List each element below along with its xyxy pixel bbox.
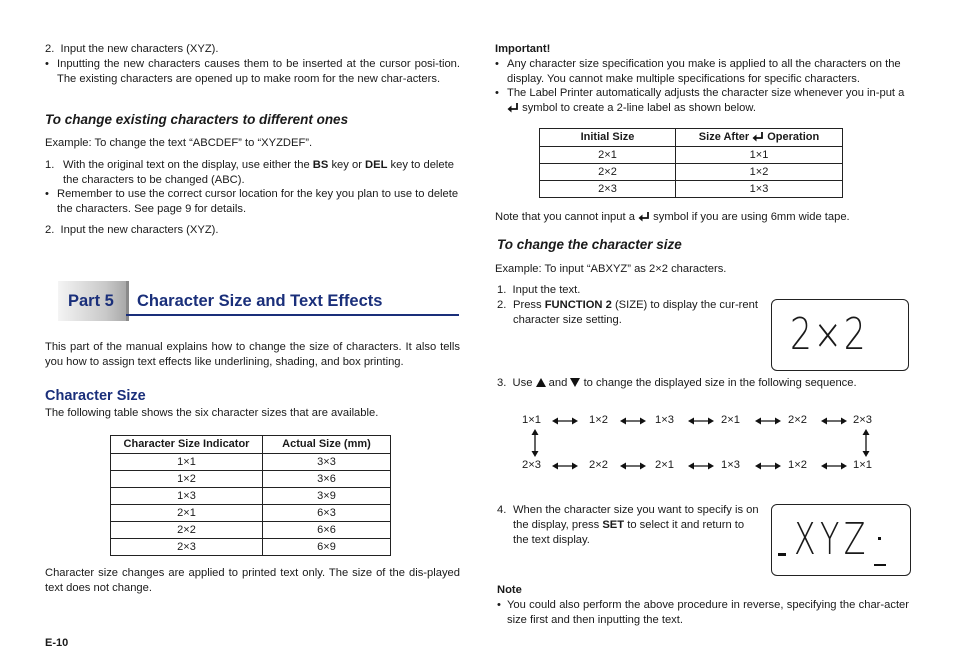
table-header-text: Operation [767, 131, 820, 143]
table-cell: 2×2 [540, 164, 676, 181]
table-cell: 3×6 [263, 471, 391, 488]
step-text: key or [331, 159, 362, 171]
lcd-size-text: 2×2 [790, 309, 868, 360]
sequence-item: 2×1 [655, 459, 674, 471]
sequence-item: 2×1 [721, 414, 740, 426]
bullet-text: Remember to use the correct cursor location for the key you plan to use to delete the characters. See page 9 for details. [57, 188, 459, 215]
step-text: and [548, 377, 568, 389]
table-header [676, 129, 843, 147]
set-key-label: SET [602, 519, 625, 531]
cursor-icon [874, 564, 886, 566]
table-cell: 1×1 [111, 454, 263, 471]
table-cell: 2×3 [540, 181, 676, 198]
double-arrow-icon [620, 417, 646, 425]
double-arrow-icon [821, 462, 847, 470]
return-key-icon [752, 131, 764, 142]
step-text: key to delete the characters to be changed (ABC). [63, 159, 454, 186]
sequence-item: 1×3 [655, 414, 674, 426]
part-title-underline [126, 314, 459, 316]
note-text: Note that you cannot input a [495, 211, 635, 223]
example-abxyz: Example: To input “ABXYZ” as 2×2 characters. [495, 263, 727, 275]
heading-change-size: To change the character size [497, 237, 682, 252]
sequence-item: 1×1 [853, 459, 872, 471]
table-header: Character Size Indicator [111, 436, 263, 454]
table-row [111, 488, 391, 505]
return-key-icon [507, 102, 519, 113]
table-cell: 3×9 [263, 488, 391, 505]
table-cell: 1×2 [111, 471, 263, 488]
function-key-label: FUNCTION 2 [544, 299, 612, 311]
double-arrow-icon [755, 417, 781, 425]
sequence-item: 1×2 [589, 414, 608, 426]
table-cell: 6×3 [263, 505, 391, 522]
table-cell: 2×3 [111, 539, 263, 556]
size-after-operation-table [539, 128, 843, 198]
step-text: to select it and return to the text display. [513, 519, 745, 546]
bullet-text: symbol to create a 2-line label as shown below. [522, 102, 756, 114]
table-row [540, 164, 843, 181]
double-arrow-icon [688, 462, 714, 470]
lcd-size-indicator-mark [778, 553, 786, 556]
table-row [540, 181, 843, 198]
table-cell: 1×2 [676, 164, 843, 181]
bullet-insert-note [45, 57, 460, 87]
example-change-text: Example: To change the text “ABCDEF” to “XYZDEF”. [45, 137, 313, 149]
table-header-text: Size After [698, 131, 750, 143]
printed-text-note: Character size changes are applied to printed text only. The size of the dis-played text does not change. [45, 567, 460, 594]
table-header: Actual Size (mm) [263, 436, 391, 454]
step-3-sequence [497, 376, 857, 391]
lcd-display-size [771, 299, 909, 371]
table-cell: 6×9 [263, 539, 391, 556]
table-cell: 2×1 [111, 505, 263, 522]
bullet-text: You could also perform the above procedure in reverse, specifying the char-acter size first and then inputting the text. [507, 599, 909, 626]
part-intro: This part of the manual explains how to change the size of characters. It also tells you how to assign text effects like underlining, shading, and box printing. [45, 341, 460, 368]
table-cell: 2×1 [540, 147, 676, 164]
double-arrow-icon [620, 462, 646, 470]
character-size-table [110, 435, 391, 556]
sequence-item: 2×2 [589, 459, 608, 471]
note-text: symbol if you are using 6mm wide tape. [653, 211, 850, 223]
step-2-press-function: 2. Press FUNCTION 2 (SIZE) to display the cur-rent character size setting. [497, 299, 758, 326]
double-arrow-icon [755, 462, 781, 470]
step-1-input: 1. Input the text. [497, 284, 581, 296]
part-title: Character Size and Text Effects [137, 292, 383, 310]
important-label: Important! [495, 43, 551, 55]
sequence-item: 1×1 [522, 414, 541, 426]
bullet-text: The Label Printer automatically adjusts the character size whenever you in-put a [507, 87, 905, 99]
table-header-row [111, 436, 391, 454]
table-row [111, 471, 391, 488]
table-cell: 2×2 [111, 522, 263, 539]
step-text: When the character size you want to specify is on the display, press [513, 504, 759, 531]
step-1-delete: 1. With the original text on the display, use either the BS key or DEL key to delete the characters to be changed (ABC). [45, 159, 454, 186]
table-row [111, 539, 391, 556]
vertical-double-arrow-icon [531, 429, 539, 457]
table-cell: 1×1 [676, 147, 843, 164]
up-arrow-icon [536, 378, 546, 387]
double-arrow-icon [688, 417, 714, 425]
step-4-set: 4. When the character size you want to specify is on the display, press SET to select it and return to the text display. [497, 504, 759, 546]
bullet-text: Inputting the new characters causes them to be inserted at the cursor posi-tion. The existing characters are opened up to make room for the new char-acters. [57, 58, 460, 85]
sequence-item: 1×2 [788, 459, 807, 471]
part-label: Part 5 [68, 292, 114, 310]
double-arrow-icon [552, 417, 578, 425]
step-2-input: 2. Input the new characters (XYZ). [45, 224, 219, 236]
vertical-double-arrow-icon [862, 429, 870, 457]
tape-width-note [495, 210, 850, 225]
page-number: E-10 [45, 637, 69, 649]
table-cell: 1×3 [111, 488, 263, 505]
table-cell: 6×6 [263, 522, 391, 539]
sequence-item: 1×3 [721, 459, 740, 471]
note-label: Note [497, 584, 522, 596]
return-key-icon [638, 211, 650, 222]
bullet-text: Any character size specification you make is applied to all the characters on the display. You cannot make multiple specifications for specific characters. [507, 58, 901, 85]
table-cell: 1×3 [676, 181, 843, 198]
table-cell: 3×3 [263, 454, 391, 471]
table-header: Initial Size [540, 129, 676, 147]
table-header-row [540, 129, 843, 147]
table-row [540, 147, 843, 164]
lcd-dot [878, 537, 881, 540]
step-text: (SIZE) to display the cur-rent character size setting. [513, 299, 758, 326]
step-text: 3. Use [497, 377, 533, 389]
table-row [111, 522, 391, 539]
lcd-text: XYZ [794, 514, 870, 565]
double-arrow-icon [552, 462, 578, 470]
table-row [111, 454, 391, 471]
sequence-item: 2×3 [853, 414, 872, 426]
down-arrow-icon [570, 378, 580, 387]
important-bullet-2: • The Label Printer automatically adjusts the character size whenever you in-put a symbol to create a 2-line label as shown below. [495, 87, 905, 114]
step-text: to change the displayed size in the following sequence. [583, 377, 857, 389]
note-bullet: • You could also perform the above procedure in reverse, specifying the char-acter size first and then inputting the text. [497, 599, 909, 626]
character-size-desc: The following table shows the six character sizes that are available. [45, 407, 379, 419]
important-bullet-1: • Any character size specification you make is applied to all the characters on the display. You cannot make multiple specifications for specific characters. [495, 57, 910, 87]
bullet-cursor-note: • Remember to use the correct cursor location for the key you plan to use to delete the characters. See page 9 for details. [45, 188, 459, 215]
bullet-dot: • [45, 58, 49, 70]
bs-key-label: BS [312, 159, 329, 171]
heading-change-existing: To change existing characters to different ones [45, 112, 349, 127]
step-text: With the original text on the display, use either the [63, 159, 310, 171]
del-key-label: DEL [365, 159, 388, 171]
table-row [111, 505, 391, 522]
sequence-item: 2×2 [788, 414, 807, 426]
step-2-insert: 2. Input the new characters (XYZ). [45, 43, 219, 55]
lcd-display-text [771, 504, 911, 576]
sequence-item: 2×3 [522, 459, 541, 471]
double-arrow-icon [821, 417, 847, 425]
step-text: Press [513, 299, 542, 311]
heading-character-size: Character Size [45, 388, 146, 404]
